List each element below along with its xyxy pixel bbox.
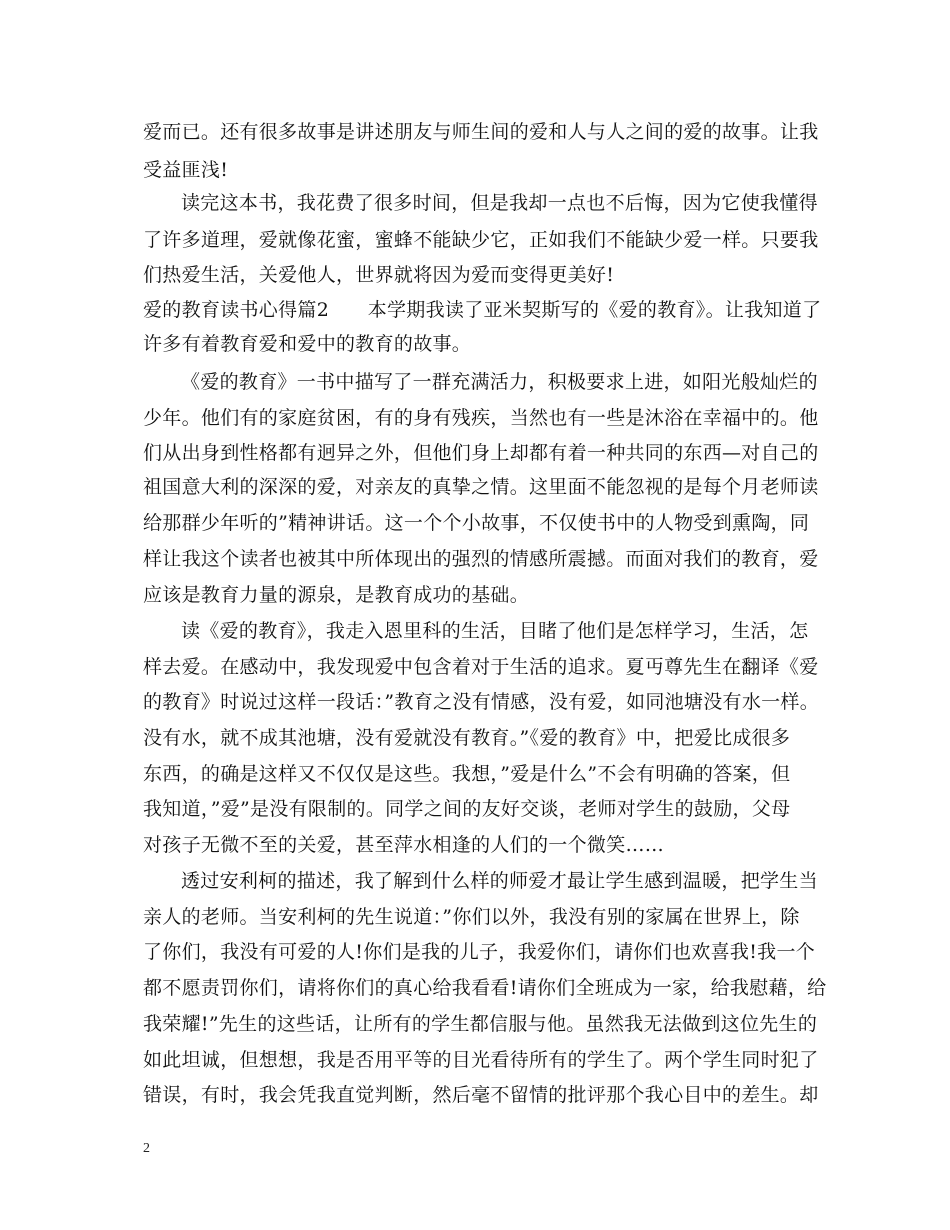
text-line: 如此坦诚，但想想，我是否用平等的目光看待所有的学生了。两个学生同时犯了 xyxy=(143,1049,819,1071)
text-line: 给那群少年听的”精神讲话。这一个个小故事，不仅使书中的人物受到熏陶，同 xyxy=(143,512,810,534)
text-line: 了许多道理，爱就像花蜜，蜜蜂不能缺少它，正如我们不能缺少爱一样。只要我 xyxy=(143,229,819,251)
text-line: 错误，有时，我会凭我直觉判断，然后毫不留情的批评那个我心目中的差生。却 xyxy=(143,1084,819,1106)
paragraph-first-line: 《爱的教育》一书中描写了一群充满活力，积极要求上进，如阳光般灿烂的 xyxy=(181,371,818,393)
text-line: 我知道，”爱”是没有限制的。同学之间的友好交谈，老师对学生的鼓励，父母 xyxy=(143,798,791,820)
text-line: 没有水，就不成其池塘，没有爱就没有教育。”《爱的教育》中，把爱比成很多 xyxy=(143,727,791,749)
text-line: 东西，的确是这样又不仅仅是这些。我想，”爱是什么”不会有明确的答案，但 xyxy=(143,763,791,785)
text-line: 的教育》时说过这样一段话：”教育之没有情感，没有爱，如同池塘没有水一样。 xyxy=(143,691,820,713)
text-line: 对孩子无微不至的关爱，甚至萍水相逢的人们的一个微笑…… xyxy=(143,834,665,856)
text-line: 们从出身到性格都有迥异之外，但他们身上却都有着一种共同的东西—对自己的 xyxy=(143,442,819,464)
text-line: 受益匪浅! xyxy=(143,159,229,181)
text-line: 我荣耀!”先生的这些话，让所有的学生都信服与他。虽然我无法做到这位先生的 xyxy=(143,1013,818,1035)
paragraph-first-line: 读《爱的教育》，我走入恩里科的生活，目睹了他们是怎样学习，生活，怎 xyxy=(181,620,809,642)
text-line: 少年。他们有的家庭贫困，有的身有残疾，当然也有一些是沐浴在幸福中的。他 xyxy=(143,407,819,429)
page-number: 2 xyxy=(143,1141,150,1156)
text-line: 样让我这个读者也被其中所体现出的强烈的情感所震撼。而面对我们的教育，爱 xyxy=(143,548,819,570)
text-line: 都不愿责罚你们，请将你们的真心给我看看!请你们全班成为一家，给我慰藉，给 xyxy=(143,977,827,999)
text-line: 应该是教育力量的源泉，是教育成功的基础。 xyxy=(143,584,530,606)
text-line: 许多有着教育爱和爱中的教育的故事。 xyxy=(143,333,472,355)
text-line: 们热爱生活，关爱他人，世界就将因为爱而变得更美好! xyxy=(143,264,615,286)
text-line: 样去爱。在感动中，我发现爱中包含着对于生活的追求。夏丏尊先生在翻译《爱 xyxy=(143,656,819,678)
paragraph-first-line: 读完这本书，我花费了很多时间，但是我却一点也不后悔，因为它使我懂得 xyxy=(181,192,818,214)
section-heading-line: 爱的教育读书心得篇2 本学期我读了亚米契斯写的《爱的教育》。让我知道了 xyxy=(143,299,822,321)
text-line: 亲人的老师。当安利柯的先生说道：”你们以外，我没有别的家属在世界上，除 xyxy=(143,906,800,928)
paragraph-first-line: 透过安利柯的描述，我了解到什么样的师爱才最让学生感到温暖，把学生当 xyxy=(181,870,818,892)
text-line: 爱而已。还有很多故事是讲述朋友与师生间的爱和人与人之间的爱的故事。让我 xyxy=(143,121,819,143)
text-line: 祖国意大利的深深的爱，对亲友的真挚之情。这里面不能忽视的是每个月老师读 xyxy=(143,476,819,498)
text-line: 了你们，我没有可爱的人!你们是我的儿子，我爱你们，请你们也欢喜我!我一个 xyxy=(143,941,816,963)
